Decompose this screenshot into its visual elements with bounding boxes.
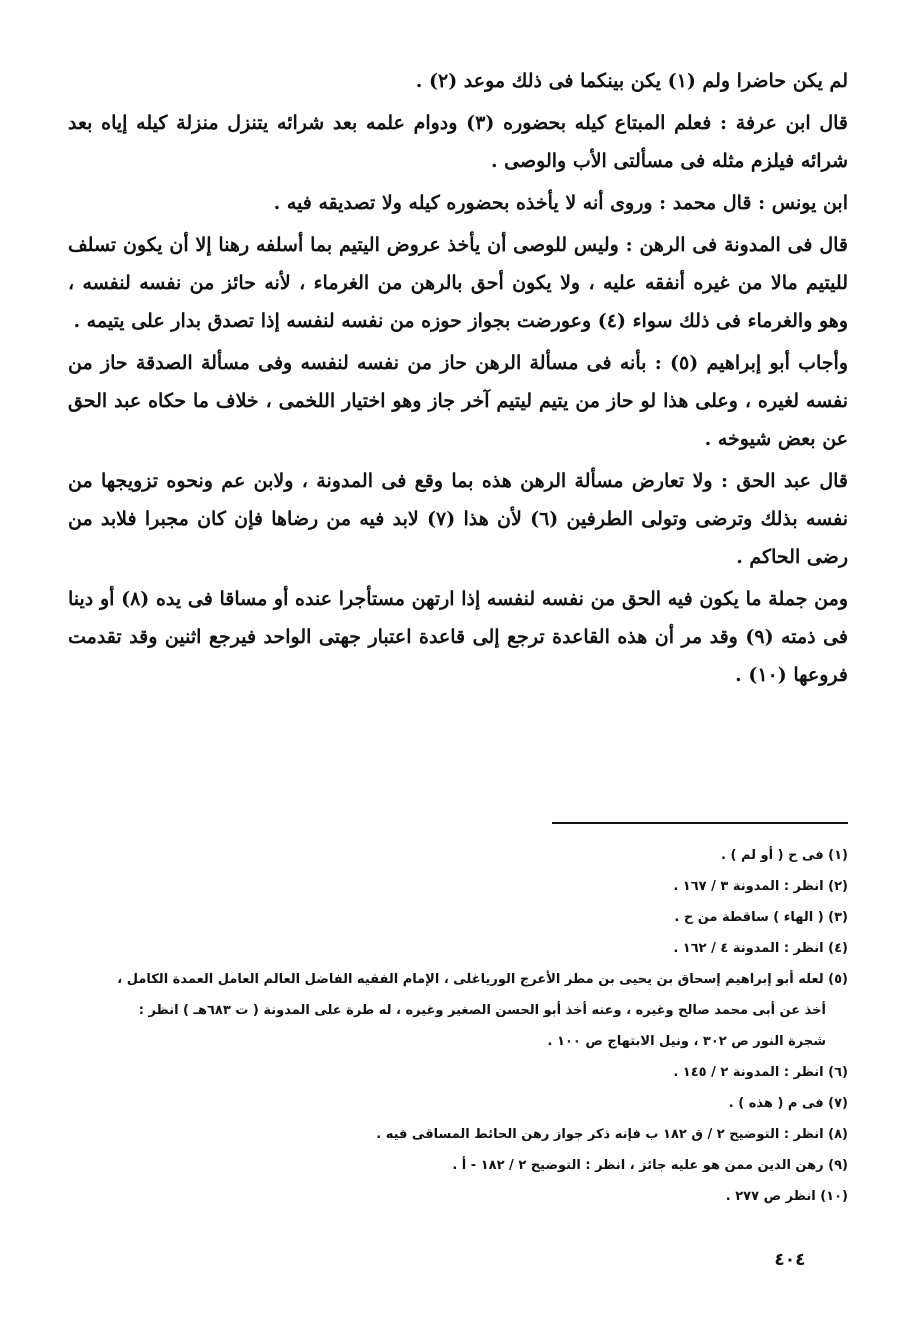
footnote-continuation: أخذ عن أبى محمد صالح وغيره ، وعنه أخذ أبو الحسن الصغير وغيره ، له طرة على المدونة ( ت ٦٨٣هـ ) انظر : bbox=[138, 1003, 826, 1018]
footnote: (١٠) انظر ص ٢٧٧ . bbox=[725, 1189, 848, 1204]
footnote: (٦) انظر : المدونة ٢ / ١٤٥ . bbox=[673, 1065, 848, 1080]
footnote: (٧) فى م ( هذه ) . bbox=[728, 1096, 848, 1111]
footnote: (٩) رهن الدين ممن هو عليه جائز ، انظر : التوضيح ٢ / ١٨٢ - أ . bbox=[452, 1158, 848, 1173]
paragraph: قال فى المدونة فى الرهن : وليس للوصى أن يأخذ عروض اليتيم بما أسلفه رهنا إلا أن يكون تسلف لليتيم مالا من غيره أنفقه عليه ، ولا يكون أحق بالرهن من الغرماء ، لأنه حائز من نفسه لنفسه ، وهو والغرماء فى ذلك سواء (٤) وعورضت بجواز حوزه من نفسه لنفسه إذا تصدق بدار على يتيمه . bbox=[68, 234, 848, 332]
paragraph: وأجاب أبو إبراهيم (٥) : بأنه فى مسألة الرهن حاز من نفسه لنفسه وفى مسألة الصدقة حاز من نفسه لغيره ، وعلى هذا لو حاز من يتيم ليتيم آخر جاز وهو اختيار اللخمى ، خلاف ما حكاه عبد الحق عن بعض شيوخه . bbox=[68, 352, 848, 450]
footnote: (١) فى ح ( أو لم ) . bbox=[721, 848, 848, 863]
footnote: (٨) انظر : التوضيح ٢ / ق ١٨٢ ب فإنه ذكر جواز رهن الحائط المساقى فيه . bbox=[376, 1127, 848, 1142]
footnote-divider bbox=[552, 822, 848, 824]
paragraph: ابن يونس : قال محمد : وروى أنه لا يأخذه بحضوره كيله ولا تصديقه فيه . bbox=[273, 192, 848, 214]
paragraph: لم يكن حاضرا ولم (١) يكن بينكما فى ذلك موعد (٢) . bbox=[415, 70, 848, 92]
footnote-continuation: شجرة النور ص ٣٠٢ ، ونيل الابتهاج ص ١٠٠ . bbox=[547, 1034, 826, 1049]
main-text bbox=[68, 62, 848, 694]
footnote: (٥) لعله أبو إبراهيم إسحاق بن يحيى بن مطر الأعرج الورياغلى ، الإمام الفقيه الفاضل العالم العامل العمدة الكامل ، bbox=[117, 972, 848, 987]
footnote: (٢) انظر : المدونة ٣ / ١٦٧ . bbox=[673, 879, 848, 894]
footnotes bbox=[68, 840, 848, 1212]
footnote: (٤) انظر : المدونة ٤ / ١٦٢ . bbox=[673, 941, 848, 956]
page-number: ٤٠٤ bbox=[774, 1250, 806, 1270]
footnote: (٣) ( الهاء ) ساقطة من ح . bbox=[674, 910, 848, 925]
paragraph: ومن جملة ما يكون فيه الحق من نفسه لنفسه إذا ارتهن مستأجرا عنده أو مساقا فى يده (٨) أو دينا فى ذمته (٩) وقد مر أن هذه القاعدة ترجع إلى قاعدة اعتبار جهتى الواحد فيرجع اثنين وقد تقدمت فروعها (١٠) . bbox=[68, 588, 848, 686]
paragraph: قال عبد الحق : ولا تعارض مسألة الرهن هذه بما وقع فى المدونة ، ولابن عم ونحوه تزويجها من نفسه بذلك وترضى وتولى الطرفين (٦) لأن هذا (٧) لابد فيه من رضاها فإن كان مجبرا فلابد من رضى الحاكم . bbox=[68, 470, 848, 568]
paragraph: قال ابن عرفة : فعلم المبتاع كيله بحضوره (٣) ودوام علمه بعد شرائه يتنزل منزلة كيله إياه بعد شرائه فيلزم مثله فى مسألتى الأب والوصى . bbox=[68, 112, 848, 172]
